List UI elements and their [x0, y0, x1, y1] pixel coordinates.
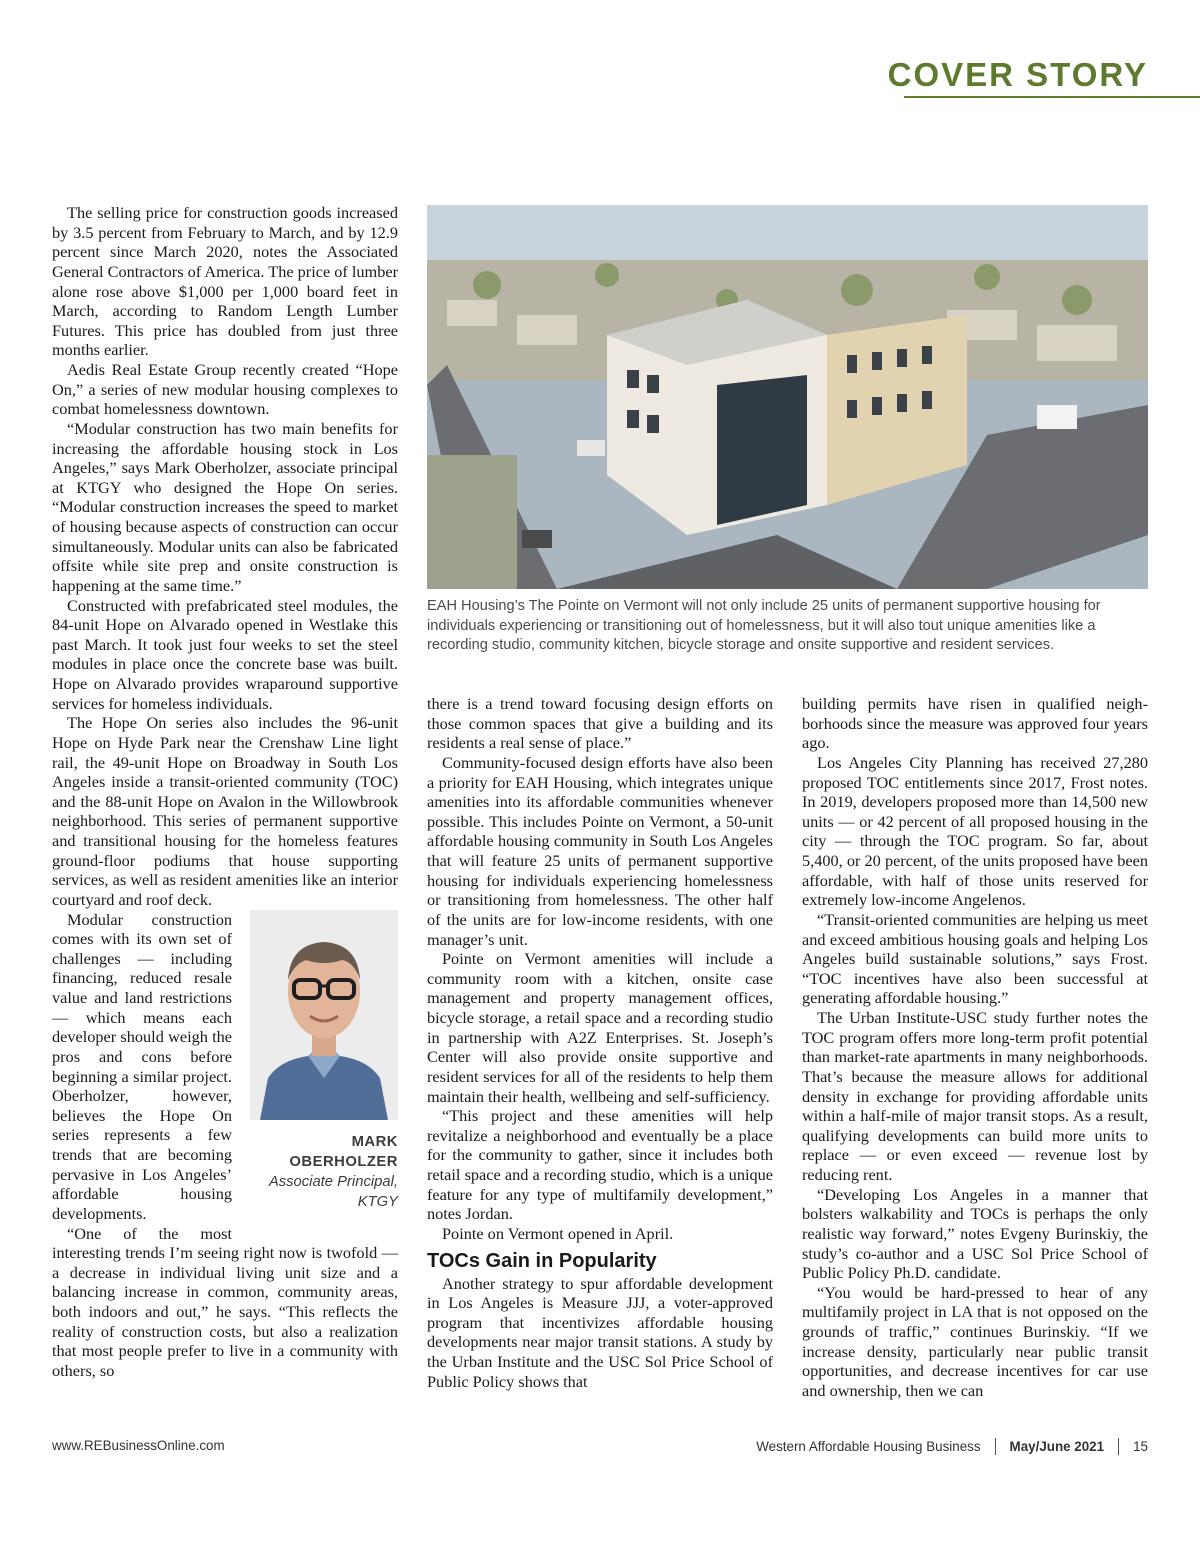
footer-url[interactable]: www.REBusinessOnline.com [52, 1438, 225, 1453]
paragraph: The Hope On series also includes the 96-unit Hope on Hyde Park near the Crenshaw Line light rail, the 49-unit Hope on Broadway in South Los Angeles inside a transit-oriented community (TOC) and the 88-unit Hope on Avalon in the Willowbrook neighborhood. This series of permanent supportive and transitional housing for the homeless features ground-floor podiums that house supporting services, as well as resident amenities like an interior courtyard and roof deck. [52, 713, 398, 909]
section-label: COVER STORY [887, 56, 1148, 93]
portrait-figure [246, 910, 398, 1234]
footer-publication-info [756, 1438, 1148, 1455]
portrait-name: OBERHOLZER [289, 1153, 398, 1170]
portrait-name: MARK [351, 1133, 398, 1150]
paragraph: Pointe on Vermont opened in April. [442, 1223, 674, 1243]
paragraph: “You would be hard-pressed to hear of any multifamily project in LA that is not opposed on the grounds of traffic,” continues Burinskiy. “If we increase density, particularly near public transit opportunities, and decrease incentives for car use and ownership, then we can [802, 1282, 1148, 1400]
paragraph: “Modular construction has two main benefits for increasing the affordable housing stock in Los Angeles,” says Mark Oberholzer, associate principal at KTGY who designed the Hope On series. “Modular construction increases the speed to market of housing because aspects of construction can occur simultaneously. Modular units can also be fabricated offsite while site prep and onsite construction is happening at the same time.” [52, 418, 398, 595]
portrait-photo [250, 910, 398, 1120]
paragraph: The selling price for construction goods increased by 3.5 percent from February to March, and by 12.9 percent since March 2020, notes the Associated General Contractors of America. The price of lumber alone rose above $1,000 per 1,000 board feet in March, according to Random Length Lumber Futures. This price has doubled from just three months earlier. [52, 203, 398, 360]
photo-caption: EAH Housing’s The Pointe on Vermont will not only include 25 units of permanent supportive housing for individuals experiencing or transitioning out of homelessness, but it will also tout unique amenities like a recording studio, community kitchen, bicycle storage and onsite supportive and resident services. [427, 598, 1101, 654]
paragraph: The Urban Institute-USC study further notes the TOC program offers more long-term profit potential than market-rate apartments in many neighborhoods. That’s because the measure allows for additional density in exchange for providing affordable units within a half-mile of major transit stops. As a result, qualifying developments can build more units to replace — or even exceed — revenue lost by reducing rent. [802, 1008, 1148, 1184]
article-column-1 [52, 203, 398, 1381]
section-subhead: TOCs Gain in Popularity [427, 1249, 657, 1272]
footer-divider [1118, 1438, 1119, 1455]
footer-divider [995, 1438, 996, 1455]
paragraph: Pointe on Vermont amenities will include a community room with a kitchen, onsite case management and property management offices, bicycle storage, a retail space and a recording studio in partnership with A2Z Enterprises. St. Joseph’s Center will also provide onsite supportive and resident services for all of the residents to help them maintain their health, wellbeing and self-sufficiency. [427, 949, 773, 1106]
portrait-title: Associate Principal, [268, 1173, 398, 1190]
article-column-2 [427, 694, 773, 1391]
paragraph: there is a trend toward focusing design efforts on those common spaces that give a building and its residents a real sense of place.” [427, 694, 773, 753]
paragraph: Constructed with prefabricated steel modules, the 84-unit Hope on Alvarado opened in Westlake this past March. It took just four weeks to set the steel modules in place once the concrete base was built. Hope on Alvarado provides wraparound supportive services for homeless individuals. [52, 595, 398, 713]
building-photo [427, 205, 1148, 589]
paragraph: “This project and these amenities will help revitalize a neighborhood and eventually be a place for the community to gather, since it includes both retail space and a recording studio, which is a unique feature for any type of multifamily development,” notes Jordan. [427, 1106, 773, 1224]
paragraph: “One of the most interesting trends I’m seeing right now is twofold — a decrease in individual living unit size and a balancing increase in common, community areas, both indoors and out,” he says. “This reflects the reality of construction costs, but also a realization that most people prefer to live in a community with others, so [52, 1223, 398, 1380]
paragraph: Aedis Real Estate Group recently created “Hope On,” a series of new modular housing complexes to combat homelessness downtown. [52, 360, 398, 419]
issue-date: May/June 2021 [1009, 1439, 1105, 1454]
paragraph: Modular construction comes with its own set of challenges — including financing, reduced resale value and land restrictions — which means each developer should weigh the pros and cons before beginning a similar project. Oberholzer, however, believes the Hope On series represents a few trends that are becoming pervasive in Los Angeles’ affordable housing developments. [52, 909, 232, 1223]
paragraph: “Developing Los Angeles in a manner that bolsters walkability and TOCs is perhaps the only realistic way forward,” notes Evgeny Burinskiy, the study’s co-author and a USC Sol Price School of Public Policy Ph.D. candidate. [802, 1184, 1148, 1283]
section-rule [904, 96, 1200, 98]
paragraph: building permits have risen in qualified neighborhoods since the measure was approved four years ago. [802, 694, 1148, 753]
paragraph: “Transit-oriented communities are helping us meet and exceed ambitious housing goals and helping Los Angeles build sustainable solutions,” says Frost. “TOC incentives have also been successful at generating affordable housing.” [802, 909, 1148, 1008]
paragraph: Another strategy to spur affordable development in Los Angeles is Measure JJJ, a voter-approved program that incentivizes affordable housing developments near major transit stations. A study by the Urban Institute and the USC Sol Price School of Public Policy shows that [427, 1273, 773, 1391]
article-column-3 [802, 694, 1148, 1401]
paragraph: Los Angeles City Planning has received 27,280 proposed TOC entitlements since 2017, Frost notes. In 2019, developers proposed more than 14,500 new units — or 42 percent of all proposed housing in the city — through the TOC program. So far, about 5,400, or 20 percent, of the units proposed have been affordable, with half of those units reserved for extremely low-income Angelenos. [802, 752, 1148, 910]
paragraph: Community-focused design efforts have also been a priority for EAH Housing, which integrates unique amenities into its affordable communities whenever possible. This includes Pointe on Vermont, a 50-unit affordable housing community in South Los Angeles that will feature 25 units of permanent supportive housing for individuals experiencing homelessness or transitioning from homelessness. The other half of the units are for low-income residents, with one manager’s unit. [427, 752, 773, 949]
portrait-title: KTGY [357, 1193, 398, 1210]
publication-name: Western Affordable Housing Business [756, 1439, 981, 1454]
page-number: 15 [1133, 1439, 1148, 1454]
